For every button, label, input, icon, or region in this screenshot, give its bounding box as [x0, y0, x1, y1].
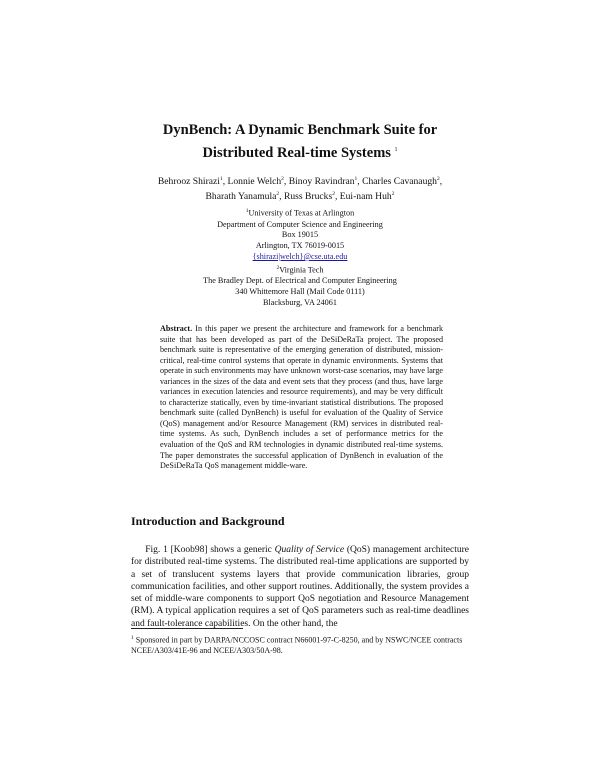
footnote-marker: 1 [131, 635, 134, 641]
author-name: Binoy Ravindran [288, 176, 355, 188]
affiliation-2-city: Blacksburg, VA 24061 [263, 297, 337, 307]
author-list: Behrooz Shirazi$^1$, Lonnie Welch$^2$, Binoy Ravindran$^1$, Charles Cavanaugh$^2$, Bharath Yanamula$^2$, Russ Brucks$^2$, Eui-nam Huh$^2$ [157, 176, 443, 203]
author-affiliation-marker: 1 [219, 176, 223, 182]
affiliation-1-marker: 1 [245, 208, 249, 214]
affiliations [160, 206, 440, 309]
author-name: Bharath Yanamula [205, 191, 277, 203]
author-affiliation-marker: 2 [332, 191, 335, 198]
title-line-2-text: Distributed Real-time Systems [202, 144, 391, 161]
author-affiliation-marker: 2 [436, 176, 440, 182]
affiliation-1-email[interactable]: {shirazi|welch}@cse.uta.edu [252, 251, 348, 261]
author-affiliation-marker: 2 [281, 176, 284, 182]
intro-paragraph [131, 544, 469, 630]
author-name: Russ Brucks [283, 191, 333, 203]
author-name: Charles Cavanaugh [362, 176, 437, 188]
affiliation-1-city: Arlington, TX 76019-0015 [255, 241, 345, 251]
footnote [131, 633, 469, 656]
author-name: Lonnie Welch [227, 176, 282, 188]
paper-title [130, 120, 470, 163]
intro-text-emphasis: Quality of Service [274, 545, 345, 555]
section-heading: Introduction and Background [131, 514, 285, 528]
author-affiliation-marker: 2 [276, 191, 280, 198]
abstract-text: In this paper we present the architecture and framework for a benchmark suite that has been developed as part of the DeSiDeRaTa project. The proposed benchmark suite is representative of the emerging generation of distributed, mission-critical, real-time control systems that operate in dynamic environments. Systems that operate in such environments may have unknown worst-case scenarios, may have large variances in the sizes of the data and event sets that they process (and thus, have large variances in execution latencies and resource requirements), and may be very difficult to characterize statically, even by time-invariant statistical distributions. The proposed benchmark suite (called DynBench) is useful for evaluation of the Quality of Service (QoS) management and/or Resource Management (RM) services in distributed real-time systems. As such, DynBench includes a set of performance metrics for the evaluation of the QoS and RM technologies in dynamic distributed real-time systems. The paper demonstrates the successful application of DynBench in evaluation of the DeSiDeRaTa QoS management middle-ware. [160, 324, 443, 471]
intro-text-rest: (QoS) management architecture for distributed real-time systems. The distributed real-time applications are supported by a set of translucent systems layers that provide communication libraries, group communication facilities, and other support routines. Additionally, the system provides a set of middle-ware components to support QoS negotiation and Resource Management (RM). A typical application requires a set of QoS parameters such as real-time deadlines and fault-tolerance capabilities. On the other hand, the [131, 545, 470, 629]
intro-text-start: Fig. 1 [Koob98] shows a generic [145, 545, 272, 555]
footnote-text: Sponsored in part by DARPA/NCCOSC contract N66001-97-C-8250, and by NSWC/NCEE contracts NCEE/A303/41E-96 and NCEE/A303/50A-98. [131, 635, 463, 656]
affiliation-2-marker: 2 [276, 264, 280, 271]
title-line-1: DynBench: A Dynamic Benchmark Suite for [162, 122, 438, 138]
affiliation-2-university-text: Virginia Tech [279, 265, 324, 275]
affiliation-1-university-text: University of Texas at Arlington [248, 208, 355, 218]
author-name: Eui-nam Huh [339, 191, 392, 203]
affiliation-2-university [160, 263, 440, 277]
abstract [160, 324, 443, 472]
author-name: Behrooz Shirazi [157, 176, 220, 188]
affiliation-1-dept: Department of Computer Science and Engineering [217, 219, 383, 229]
abstract-label: Abstract. [160, 324, 193, 333]
author-affiliation-marker: 2 [391, 191, 395, 198]
affiliation-1-box: Box 19015 [281, 230, 319, 240]
footnote-divider [131, 628, 243, 629]
title-line-2 [130, 140, 470, 163]
affiliation-2-address: 340 Whittemore Hall (Mail Code 0111) [235, 287, 365, 297]
title-footnote-marker: 1 [394, 147, 398, 153]
author-affiliation-marker: 1 [354, 176, 358, 182]
affiliation-1-university [160, 206, 440, 220]
affiliation-2-dept: The Bradley Dept. of Electrical and Computer Engineering [203, 276, 397, 286]
